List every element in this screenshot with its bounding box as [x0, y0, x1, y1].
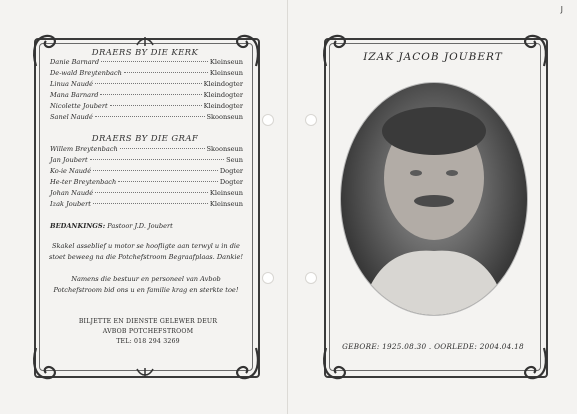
punch-hole-top [262, 114, 274, 126]
acknowledgements-text: Pastoor J.D. Joubert [107, 222, 173, 230]
right-page [288, 0, 577, 414]
section-heading-church: DRAERS BY DIE KERK [91, 48, 199, 58]
list-item: De-wald Breytenbach Kleinseun [50, 69, 243, 77]
deceased-name: IZAK JACOB JOUBERT [363, 51, 503, 63]
list-item: Linua Naudé Kleindogter [50, 80, 243, 88]
punch-hole-bottom [262, 272, 274, 284]
list-item: Jan Joubert Seun [50, 156, 243, 164]
acknowledgements-label: BEDANKINGS: [50, 222, 106, 230]
undertaker-footer [60, 317, 236, 347]
headlights-notice: Skakel asseblief u motor se hoofligte aan terwyl u in die stoet beweeg na die Potchefstroom Begraafplaas. Dankie! [49, 242, 243, 261]
page-mark: J [560, 5, 563, 14]
portrait-photo [340, 82, 528, 316]
list-item: He-ter Breytenbach Dogter [50, 178, 243, 186]
pallbearers-grave-list [50, 144, 243, 210]
section-heading-grave: DRAERS BY DIE GRAF [91, 134, 199, 144]
ornament-bottom-right-icon [224, 346, 264, 386]
footer-line-2: AVBOB POTCHEFSTROOM [102, 328, 194, 335]
punch-hole-bottom-right [305, 272, 317, 284]
ornament-bottom-left-icon [318, 346, 358, 386]
ornament-top-center-icon [135, 35, 155, 47]
list-item: Danie Barnard Kleinseun [50, 58, 243, 66]
acknowledgements [50, 222, 246, 230]
condolence-message: Namens die bestuur en personeel van Avbob Potchefstroom bid ons u en familie krag en sterkte toe! [53, 275, 239, 294]
portrait-silhouette-icon [341, 83, 527, 315]
birth-death-dates: GEBORE: 1925.08.30 . OORLEDE: 2004.04.18 [342, 342, 524, 351]
list-item: Ko-ie Naudé Dogter [50, 167, 243, 175]
punch-hole-top-right [305, 114, 317, 126]
ornament-bottom-right-icon [512, 346, 552, 386]
list-item: Mana Barnard Kleindogter [50, 91, 243, 99]
list-item: Izak Joubert Kleinseun [50, 200, 243, 208]
list-item: Sanel Naudé Skoonseun [50, 113, 243, 121]
footer-line-1: BILJETTE EN DIENSTE GELEWER DEUR [78, 318, 218, 325]
list-item: Willem Breytenbach Skoonseun [50, 145, 243, 153]
left-page [0, 0, 288, 414]
ornament-bottom-center-icon [135, 367, 155, 379]
footer-phone: TEL: 018 294 3269 [116, 338, 180, 345]
ornament-bottom-left-icon [28, 346, 68, 386]
list-item: Johan Naudé Kleinseun [50, 189, 243, 197]
list-item: Nicolette Joubert Kleindogter [50, 102, 243, 110]
pallbearers-church-list [50, 57, 243, 123]
